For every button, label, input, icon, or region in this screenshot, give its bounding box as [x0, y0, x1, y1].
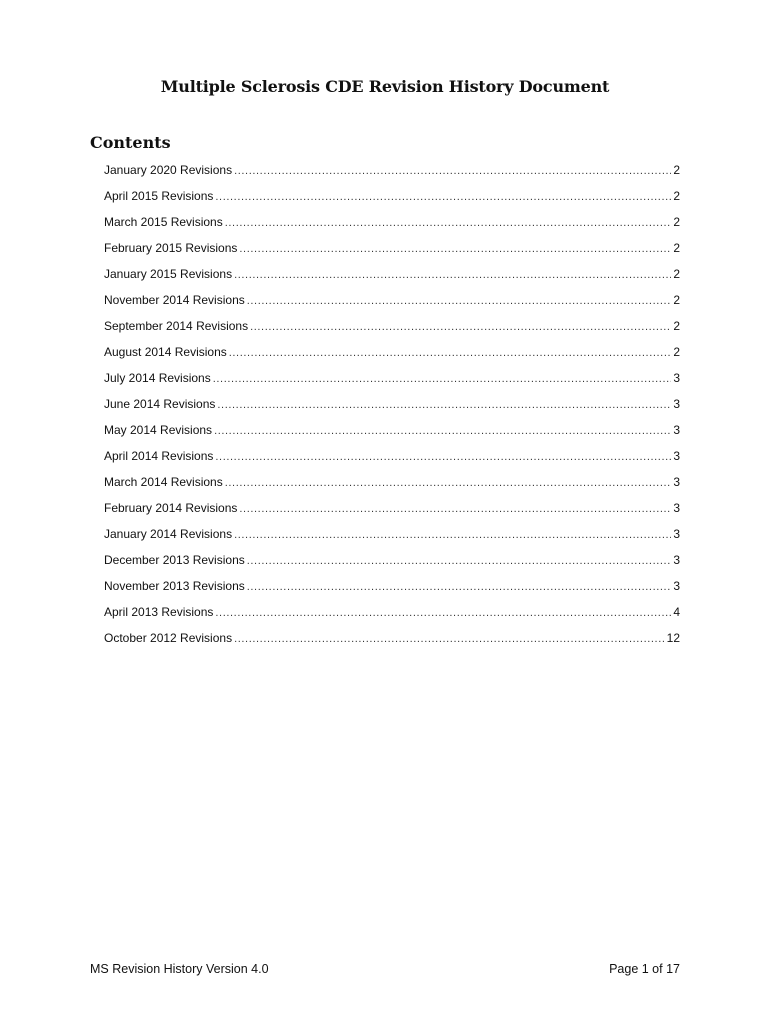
- toc-entry-label: March 2014 Revisions: [104, 475, 223, 489]
- toc-dot-leader: [234, 633, 665, 645]
- toc-dot-leader: [225, 477, 672, 489]
- toc-entry-label: April 2015 Revisions: [104, 189, 214, 203]
- table-of-contents: [104, 163, 680, 657]
- toc-entry-page: 3: [673, 371, 680, 385]
- footer-page-number: Page 1 of 17: [609, 962, 680, 976]
- toc-entry-page: 3: [673, 449, 680, 463]
- toc-entry[interactable]: [104, 423, 680, 449]
- toc-entry[interactable]: [104, 527, 680, 553]
- toc-dot-leader: [215, 191, 671, 203]
- document-title: Multiple Sclerosis CDE Revision History Document: [160, 77, 610, 96]
- toc-entry-page: 3: [673, 423, 680, 437]
- toc-dot-leader: [225, 217, 672, 229]
- toc-entry[interactable]: [104, 475, 680, 501]
- toc-entry-page: 3: [673, 397, 680, 411]
- toc-entry-page: 2: [673, 163, 680, 177]
- toc-entry-page: 4: [673, 605, 680, 619]
- toc-dot-leader: [247, 295, 672, 307]
- toc-entry[interactable]: [104, 501, 680, 527]
- toc-dot-leader: [239, 243, 671, 255]
- toc-entry-label: January 2020 Revisions: [104, 163, 233, 177]
- toc-entry[interactable]: [104, 371, 680, 397]
- toc-entry-label: January 2014 Revisions: [104, 527, 233, 541]
- toc-dot-leader: [215, 451, 671, 463]
- toc-dot-leader: [239, 503, 671, 515]
- toc-entry[interactable]: [104, 605, 680, 631]
- toc-entry-page: 3: [673, 475, 680, 489]
- toc-entry-page: 2: [673, 241, 680, 255]
- toc-entry-label: April 2013 Revisions: [104, 605, 214, 619]
- toc-entry-page: 3: [673, 579, 680, 593]
- toc-entry-label: May 2014 Revisions: [104, 423, 213, 437]
- toc-entry-page: 2: [673, 345, 680, 359]
- toc-entry-label: February 2015 Revisions: [104, 241, 238, 255]
- toc-entry[interactable]: [104, 631, 680, 657]
- toc-entry-page: 12: [666, 631, 680, 645]
- toc-entry-label: November 2013 Revisions: [104, 579, 245, 593]
- toc-entry[interactable]: [104, 189, 680, 215]
- toc-entry[interactable]: [104, 397, 680, 423]
- toc-entry-label: October 2012 Revisions: [104, 631, 233, 645]
- toc-entry-label: February 2014 Revisions: [104, 501, 238, 515]
- toc-entry[interactable]: [104, 215, 680, 241]
- toc-entry-label: November 2014 Revisions: [104, 293, 245, 307]
- toc-entry-label: June 2014 Revisions: [104, 397, 216, 411]
- toc-entry[interactable]: [104, 241, 680, 267]
- toc-entry[interactable]: [104, 345, 680, 371]
- contents-heading: Contents: [90, 133, 171, 152]
- toc-entry[interactable]: [104, 293, 680, 319]
- toc-entry[interactable]: [104, 163, 680, 189]
- toc-entry[interactable]: [104, 553, 680, 579]
- toc-dot-leader: [217, 399, 671, 411]
- toc-entry-page: 3: [673, 553, 680, 567]
- toc-entry-label: March 2015 Revisions: [104, 215, 223, 229]
- toc-entry-label: August 2014 Revisions: [104, 345, 227, 359]
- toc-dot-leader: [229, 347, 672, 359]
- toc-entry-label: January 2015 Revisions: [104, 267, 233, 281]
- toc-entry-page: 3: [673, 527, 680, 541]
- toc-dot-leader: [214, 425, 671, 437]
- toc-dot-leader: [213, 373, 672, 385]
- toc-dot-leader: [234, 529, 671, 541]
- toc-entry-page: 3: [673, 501, 680, 515]
- toc-entry[interactable]: [104, 449, 680, 475]
- toc-entry-page: 2: [673, 293, 680, 307]
- toc-entry-label: July 2014 Revisions: [104, 371, 211, 385]
- toc-entry-label: December 2013 Revisions: [104, 553, 245, 567]
- toc-dot-leader: [247, 581, 672, 593]
- toc-entry-page: 2: [673, 319, 680, 333]
- toc-dot-leader: [234, 269, 671, 281]
- toc-entry-label: September 2014 Revisions: [104, 319, 249, 333]
- toc-entry-page: 2: [673, 267, 680, 281]
- toc-entry-label: April 2014 Revisions: [104, 449, 214, 463]
- toc-entry-page: 2: [673, 215, 680, 229]
- toc-entry[interactable]: [104, 579, 680, 605]
- page-footer: [90, 962, 680, 976]
- toc-entry[interactable]: [104, 267, 680, 293]
- toc-dot-leader: [247, 555, 672, 567]
- toc-entry[interactable]: [104, 319, 680, 345]
- footer-version: MS Revision History Version 4.0: [90, 962, 269, 976]
- toc-dot-leader: [215, 607, 671, 619]
- toc-entry-page: 2: [673, 189, 680, 203]
- toc-dot-leader: [250, 321, 671, 333]
- toc-dot-leader: [234, 165, 671, 177]
